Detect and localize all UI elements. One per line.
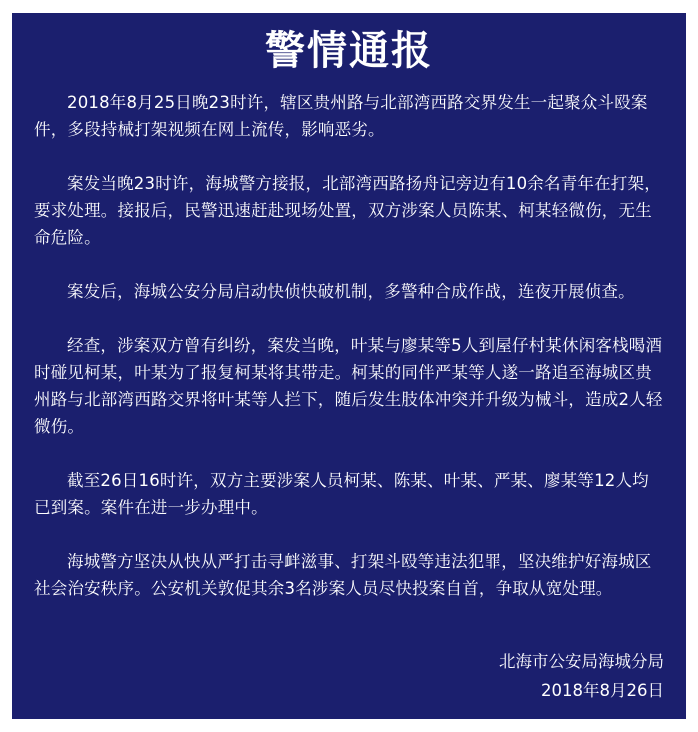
signature-block [499,647,664,705]
paragraph-findings: 经查，涉案双方曾有纠纷，案发当晚，叶某与廖某等5人到屋仔村某休闲客栈喝酒时碰见柯某，叶某为了报复柯某将其带走。柯某的同伴严某等人遂一路追至海城区贵州路与北部湾西路交界将叶某等人拦下，随后发生肢体冲突并升级为械斗，造成2人轻微伤。 [34,336,663,436]
signature-date: 2018年8月26日 [541,681,664,700]
police-notice [12,13,686,719]
paragraph-incident: 2018年8月25日晚23时许，辖区贵州路与北部湾西路交界发生一起聚众斗殴案件，多段持械打架视频在网上流传，影响恶劣。 [34,93,648,139]
paragraph-arrests: 截至26日16时许，双方主要涉案人员柯某、陈某、叶某、严某、廖某等12人均已到案。案件在进一步办理中。 [34,471,649,517]
signature-organization: 北海市公安局海城分局 [499,652,664,671]
notice-title: 警情通报 [265,28,433,74]
paragraph-investigation-start: 案发后，海城公安分局启动快侦快破机制，多警种合成作战，连夜开展侦查。 [67,282,635,301]
paragraph-report: 案发当晚23时许，海城警方接报，北部湾西路扬舟记旁边有10余名青年在打架，要求处理。接报后，民警迅速赶赴现场处置，双方涉案人员陈某、柯某轻微伤，无生命危险。 [34,174,661,247]
paragraph-statement: 海城警方坚决从快从严打击寻衅滋事、打架斗殴等违法犯罪，坚决维护好海城区社会治安秩序。公安机关敦促其余3名涉案人员尽快投案自首，争取从宽处理。 [34,552,652,598]
